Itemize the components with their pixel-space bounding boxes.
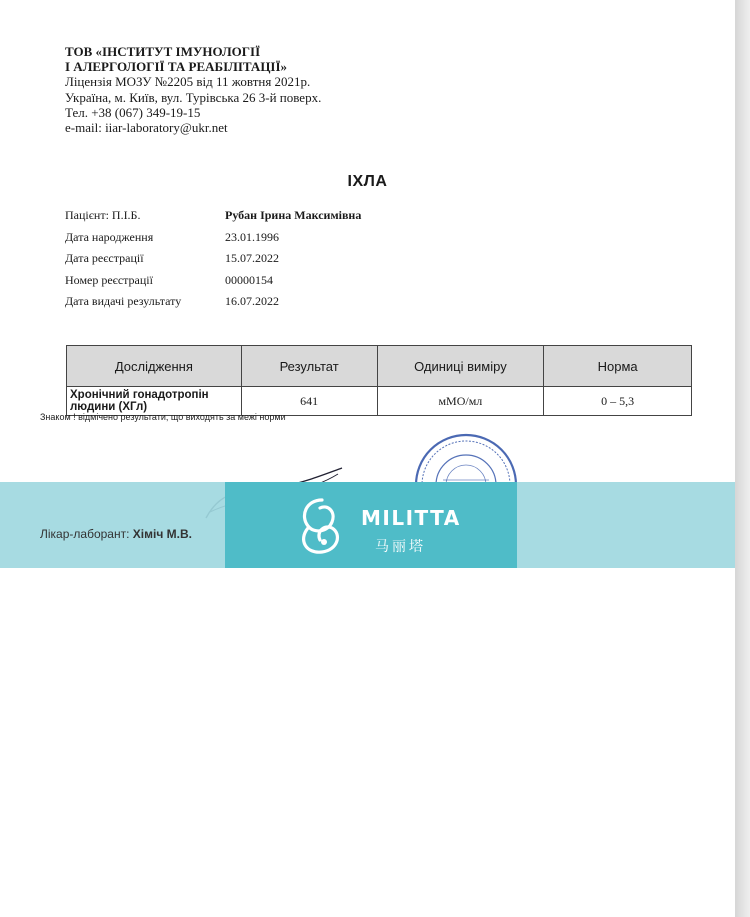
militta-logo-icon [288,490,358,560]
org-email: e-mail: iiar-laboratory@ukr.net [65,120,228,136]
reg-num-value: 00000154 [225,272,273,287]
org-phone: Тел. +38 (067) 349-19-15 [65,104,201,120]
doctor-name: Хіміч М.В. [132,527,192,541]
footnote: Знаком ! відмічено результати, що виходять за межі норми [40,412,286,422]
reg-date-label: Дата реєстрації [65,251,144,265]
result-cell: 641 [241,387,377,416]
reg-date-value: 15.07.2022 [225,251,279,265]
norm-cell: 0 – 5,3 [544,387,692,416]
org-name-line2: І АЛЕРГОЛОГІЇ ТА РЕАБІЛІТАЦІЇ» [65,59,288,75]
org-license: Ліцензія МОЗУ №2205 від 11 жовтня 2021р. [65,74,311,90]
watermark-brand: MILITTA [361,506,461,530]
org-address: Україна, м. Київ, вул. Турівська 26 3-й поверх. [65,89,322,105]
reg-num-label: Номер реєстрації [65,272,153,287]
issue-date-value: 16.07.2022 [225,294,279,308]
test-name-line1: Хронічний гонадотропін [70,388,209,401]
patient-name-value: Рубан Ірина Максимівна [225,208,362,222]
page-edge-shadow [735,0,750,917]
results-table [66,345,692,416]
header-test: Дослідження [67,346,242,387]
org-name-line1: ТОВ «ІНСТИТУТ ІМУНОЛОГІЇ [65,44,261,59]
header-result: Результат [241,346,377,387]
issue-date-label: Дата видачі результату [65,294,182,308]
test-name-line2: людини (ХГл) [70,401,148,413]
header-norm: Норма [544,346,692,387]
header-units: Одиниці виміру [377,346,544,387]
doctor-line [40,527,192,541]
dob-label: Дата народження [65,229,154,244]
patient-name-label: Пацієнт: П.І.Б. [65,208,141,222]
doctor-label: Лікар-лаборант: [40,527,130,541]
results-header-row [67,346,692,387]
units-cell: мМО/мл [377,387,544,416]
document-title: ІХЛА [347,173,388,190]
watermark-brand-cn: 马丽塔 [375,539,426,555]
organization-header [65,44,321,135]
dob-value: 23.01.1996 [225,229,279,244]
